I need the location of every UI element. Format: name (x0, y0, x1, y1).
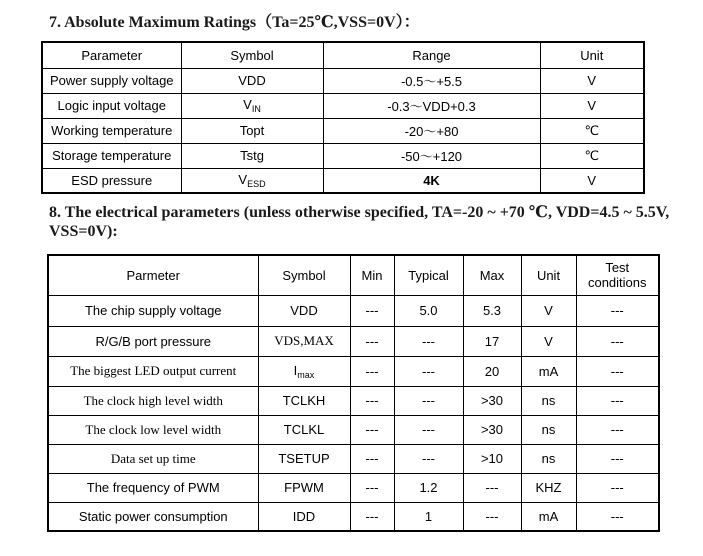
symbol-text: VDD (290, 303, 318, 318)
unit-cell: V (521, 326, 576, 356)
min-cell: --- (350, 326, 394, 356)
unit-cell: ℃ (540, 143, 644, 168)
header-symbol: Symbol (258, 255, 350, 295)
symbol-subscript: IN (251, 104, 261, 114)
unit-cell: V (540, 93, 644, 118)
table-row (48, 386, 659, 415)
parameter-cell: ESD pressure (42, 168, 181, 193)
typical-cell: --- (394, 444, 463, 473)
symbol-cell (181, 118, 323, 143)
test-conditions-cell: --- (576, 356, 659, 386)
symbol-cell (181, 143, 323, 168)
header-test-conditions: Test conditions (576, 255, 659, 295)
header-range: Range (323, 42, 540, 68)
min-cell: --- (350, 473, 394, 502)
symbol-subscript: max (297, 369, 315, 380)
symbol-text: V (238, 171, 248, 187)
symbol-subscript: ESD (247, 178, 266, 189)
symbol-text: TSETUP (278, 451, 330, 466)
typical-cell: --- (394, 326, 463, 356)
symbol-text: I (293, 362, 298, 378)
min-cell: --- (350, 444, 394, 473)
max-cell: 17 (463, 326, 521, 356)
test-conditions-cell: --- (576, 502, 659, 531)
unit-cell: ns (521, 444, 576, 473)
parameter-cell: The frequency of PWM (48, 473, 258, 502)
symbol-cell (181, 93, 323, 118)
table-row (48, 295, 659, 326)
parameter-cell: The chip supply voltage (48, 295, 258, 326)
symbol-text: FPWM (284, 480, 324, 495)
symbol-cell (258, 444, 350, 473)
test-conditions-cell: --- (576, 295, 659, 326)
parameter-cell: Working temperature (42, 118, 181, 143)
typical-cell: --- (394, 415, 463, 444)
symbol-text: Tstg (240, 148, 264, 163)
parameter-cell: Power supply voltage (42, 68, 181, 93)
header-unit: Unit (540, 42, 644, 68)
symbol-cell (181, 168, 323, 193)
table-header-row (48, 255, 659, 295)
table-row (48, 356, 659, 386)
symbol-cell (258, 295, 350, 326)
header-typical: Typical (394, 255, 463, 295)
max-cell: >30 (463, 415, 521, 444)
section-8-title-continued: VSS=0V): (49, 223, 118, 240)
header-symbol: Symbol (181, 42, 323, 68)
typical-cell: --- (394, 386, 463, 415)
symbol-cell (258, 415, 350, 444)
test-conditions-cell: --- (576, 444, 659, 473)
table-row (48, 415, 659, 444)
parameter-cell: Static power consumption (48, 502, 258, 531)
unit-cell: ℃ (540, 118, 644, 143)
max-cell: >30 (463, 386, 521, 415)
typical-cell: 5.0 (394, 295, 463, 326)
test-conditions-cell: --- (576, 473, 659, 502)
unit-cell: mA (521, 502, 576, 531)
table-row (42, 143, 644, 168)
range-cell: 4K (323, 168, 540, 193)
unit-cell: KHZ (521, 473, 576, 502)
header-min: Min (350, 255, 394, 295)
symbol-cell (258, 326, 350, 356)
header-max: Max (463, 255, 521, 295)
table-header-row (42, 42, 644, 68)
unit-cell: V (540, 168, 644, 193)
min-cell: --- (350, 502, 394, 531)
table-row (42, 168, 644, 193)
table-row (48, 473, 659, 502)
parameter-cell: Logic input voltage (42, 93, 181, 118)
table-row (42, 93, 644, 118)
table-row (42, 68, 644, 93)
typical-cell: 1 (394, 502, 463, 531)
typical-cell: --- (394, 356, 463, 386)
section-8-title: 8. The electrical parameters (unless otherwise specified, TA=-20 ~ +70 ℃, VDD=4.5 ~ 5.5V, (49, 204, 670, 221)
parameter-cell: The clock high level width (48, 386, 258, 415)
table-row (48, 326, 659, 356)
test-conditions-cell: --- (576, 386, 659, 415)
max-cell: --- (463, 473, 521, 502)
symbol-text: IDD (292, 508, 316, 524)
range-cell: -0.5～+5.5 (323, 68, 540, 93)
min-cell: --- (350, 295, 394, 326)
absolute-max-ratings-table (41, 41, 645, 194)
parameter-cell: The biggest LED output current (48, 356, 258, 386)
symbol-text: VDS,MAX (274, 333, 334, 348)
test-conditions-cell: --- (576, 415, 659, 444)
symbol-text: V (243, 97, 252, 112)
max-cell: 20 (463, 356, 521, 386)
symbol-cell (258, 356, 350, 386)
max-cell: 5.3 (463, 295, 521, 326)
test-conditions-cell: --- (576, 326, 659, 356)
symbol-text: TCLKL (283, 422, 325, 437)
min-cell: --- (350, 415, 394, 444)
table-row (48, 502, 659, 531)
electrical-parameters-table (47, 254, 660, 532)
table-row (48, 444, 659, 473)
section-7-title: 7. Absolute Maximum Ratings（Ta=25℃,VSS=0V）： (49, 14, 420, 31)
unit-cell: ns (521, 415, 576, 444)
symbol-cell (258, 502, 350, 531)
parameter-cell: The clock low level width (48, 415, 258, 444)
symbol-text: TCLKH (282, 393, 326, 408)
unit-cell: mA (521, 356, 576, 386)
parameter-cell: Data set up time (48, 444, 258, 473)
max-cell: >10 (463, 444, 521, 473)
range-cell: -20～+80 (323, 118, 540, 143)
range-cell: -50～+120 (323, 143, 540, 168)
symbol-text: Topt (239, 123, 265, 138)
header-unit: Unit (521, 255, 576, 295)
symbol-cell (258, 386, 350, 415)
header-parameter: Parameter (42, 42, 181, 68)
min-cell: --- (350, 356, 394, 386)
typical-cell: 1.2 (394, 473, 463, 502)
symbol-cell (258, 473, 350, 502)
unit-cell: ns (521, 386, 576, 415)
symbol-text: VDD (238, 73, 266, 88)
table-row (42, 118, 644, 143)
range-cell: -0.3～VDD+0.3 (323, 93, 540, 118)
parameter-cell: R/G/B port pressure (48, 326, 258, 356)
unit-cell: V (540, 68, 644, 93)
max-cell: --- (463, 502, 521, 531)
parameter-cell: Storage temperature (42, 143, 181, 168)
unit-cell: V (521, 295, 576, 326)
symbol-cell (181, 68, 323, 93)
min-cell: --- (350, 386, 394, 415)
header-parameter: Parmeter (48, 255, 258, 295)
